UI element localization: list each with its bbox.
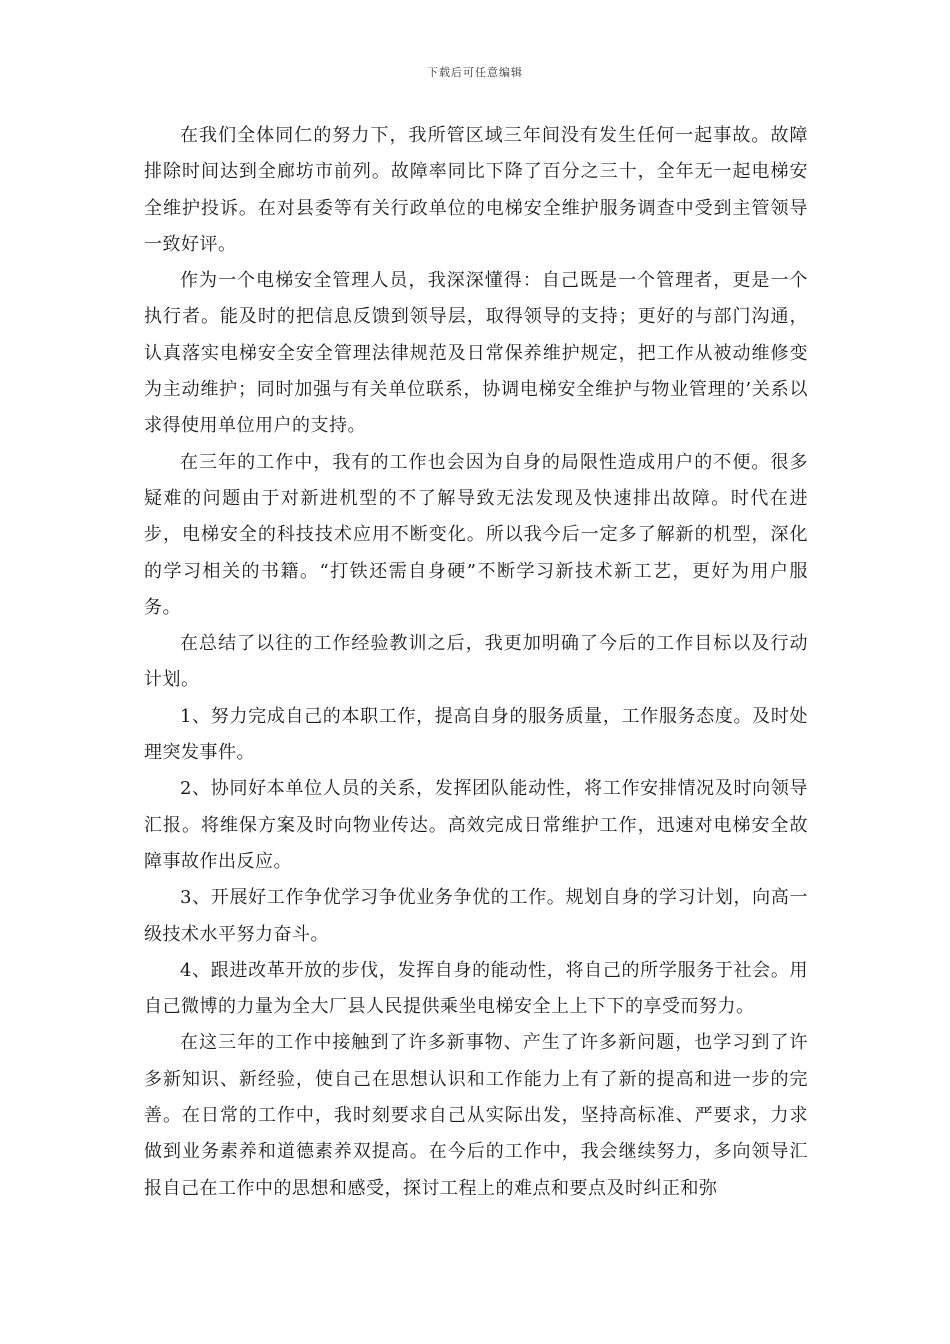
- list-item-4: 4、跟进改革开放的步伐，发挥自身的能动性，将自己的所学服务于社会。用自己微博的力量为全大厂县人民提供乘坐电梯安全上上下下的享受而努力。: [144, 959, 808, 1018]
- paragraph-plan-intro: 在总结了以往的工作经验教训之后，我更加明确了今后的工作目标以及行动计划。: [144, 633, 808, 691]
- paragraph-shortcomings: 在三年的工作中，我有的工作也会因为自身的局限性造成用户的不便。很多疑难的问题由于对新进机型的不了解导致无法发现及快速排出故障。时代在进步，电梯安全的科技技术应用不断变化。所以我今后一定多了解新的机型，深化的学习相关的书籍。“打铁还需自身硬”不断学习新技术新工艺，更好为用户服务。: [144, 451, 808, 618]
- page-header: 下载后可任意编辑: [427, 66, 523, 79]
- paragraph-conclusion: 在这三年的工作中接触到了许多新事物、产生了许多新问题，也学习到了许多新知识、新经验，使自己在思想认识和工作能力上有了新的提高和进一步的完善。在日常的工作中，我时刻要求自己从实际出发，坚持高标准、严要求，力求做到业务素养和道德素养双提高。在今后的工作中，我会继续努力，多向领导汇报自己在工作中的思想和感受，探讨工程上的难点和要点及时纠正和弥: [144, 1032, 808, 1199]
- list-item-1: 1、努力完成自己的本职工作，提高自身的服务质量，工作服务态度。及时处理突发事件。: [144, 705, 808, 764]
- paragraph-role: 作为一个电梯安全管理人员，我深深懂得：自己既是一个管理者，更是一个执行者。能及时的把信息反馈到领导层，取得领导的支持；更好的与部门沟通，认真落实电梯安全安全管理法律规范及日常保养维护规定，把工作从被动维修变为主动维护；同时加强与有关单位联系，协调电梯安全维护与物业管理的’关系以求得使用单位用户的支持。: [144, 270, 808, 437]
- paragraph-achievements: 在我们全体同仁的努力下，我所管区域三年间没有发生任何一起事故。故障排除时间达到全廊坊市前列。故障率同比下降了百分之三十，全年无一起电梯安全维护投诉。在对县委等有关行政单位的电梯安全维护服务调查中受到主管领导一致好评。: [144, 125, 808, 255]
- document-body: [144, 118, 808, 1207]
- list-item-3: 3、开展好工作争优学习争优业务争优的工作。规划自身的学习计划，向高一级技术水平努力奋斗。: [144, 887, 808, 945]
- list-item-2: 2、协同好本单位人员的关系，发挥团队能动性，将工作安排情况及时向领导汇报。将维保方案及时向物业传达。高效完成日常维护工作，迅速对电梯安全故障事故作出反应。: [144, 778, 808, 872]
